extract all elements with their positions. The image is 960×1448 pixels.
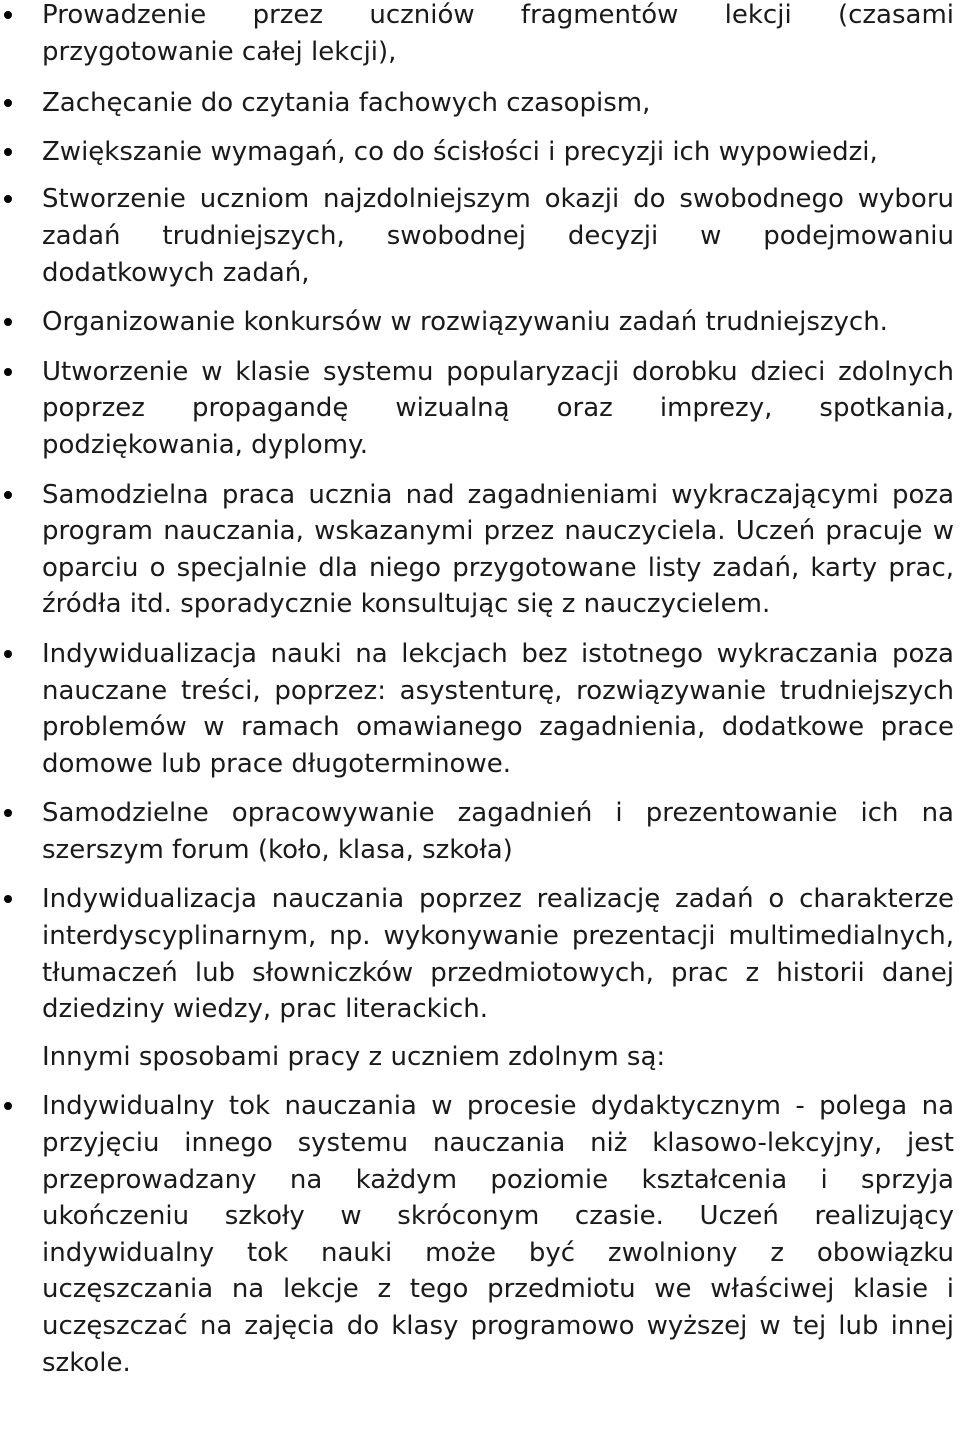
list-item-text: Indywidualizacja nauczania poprzez realizację zadań o charakterze interdyscyplinarnym, np. wykonywanie prezentacji multimedialnych, tłumaczeń lub słowniczków przedmiotowych, prac z historii danej dziedziny wiedzy, prac literackich. xyxy=(42,884,954,1025)
bullet-icon xyxy=(4,368,12,376)
list-item xyxy=(42,881,954,1027)
list-item xyxy=(42,795,954,868)
bullet-icon xyxy=(4,650,12,658)
bullet-icon xyxy=(4,195,12,203)
list-item-text: Organizowanie konkursów w rozwiązywaniu zadań trudniejszych. xyxy=(42,307,888,338)
bullet-icon xyxy=(4,809,12,817)
list-item-text: Samodzielna praca ucznia nad zagadnieniami wykraczającymi poza program nauczania, wskazanymi przez nauczyciela. Uczeń pracuje w oparciu o specjalnie dla niego przygotowane listy zadań, karty prac, źródła itd. sporadycznie konsultując się z nauczycielem. xyxy=(42,479,954,620)
list-item-text: Indywidualny tok nauczania w procesie dydaktycznym - polega na przyjęciu innego systemu nauczania niż klasowo-lekcyjny, jest przeprowadzany na każdym poziomie kształcenia i sprzyja ukończeniu szkoły w skróconym czasie. Uczeń realizujący indywidualny tok nauki może być zwolniony z obowiązku uczęszczania na lekcje z tego przedmiotu we właściwej klasie i uczęszczać na zajęcia do klasy programowo wyższej w tej lub innej szkole. xyxy=(42,1091,954,1378)
list-item-text: Indywidualizacja nauki na lekcjach bez istotnego wykraczania poza nauczane treści, poprzez: asystenturę, rozwiązywanie trudniejszych problemów w ramach omawianego zagadnienia, dodatkowe prace domowe lub prace długoterminowe. xyxy=(42,638,954,779)
list-item xyxy=(42,134,954,171)
bullet-icon xyxy=(4,148,12,156)
bullet-icon xyxy=(4,99,12,107)
list-item-text: Utworzenie w klasie systemu popularyzacji dorobku dzieci zdolnych poprzez propagandę wizualną oraz imprezy, spotkania, podziękowania, dyplomy. xyxy=(42,356,954,460)
list-item-text: Zachęcanie do czytania fachowych czasopism, xyxy=(42,88,651,119)
list-item-text: Zwiększanie wymagań, co do ścisłości i precyzji ich wypowiedzi, xyxy=(42,136,878,167)
list-item xyxy=(42,304,954,341)
bullet-icon xyxy=(4,491,12,499)
bullet-icon xyxy=(4,11,12,19)
paragraph-intro: Innymi sposobami pracy z uczniem zdolnym są: xyxy=(42,1041,666,1072)
list-item xyxy=(42,181,954,291)
bullet-icon xyxy=(4,895,12,903)
list-item xyxy=(42,354,954,464)
list-item xyxy=(42,477,954,623)
list-item-text: Stworzenie uczniom najzdolniejszym okazji do swobodnego wyboru zadań trudniejszych, swobodnej decyzji w podejmowaniu dodatkowych zadań, xyxy=(42,184,954,288)
list-item xyxy=(42,636,954,782)
list-item xyxy=(42,1088,954,1381)
bullet-icon xyxy=(4,1102,12,1110)
list-item xyxy=(42,0,954,70)
list-item-text: Prowadzenie przez uczniów fragmentów lekcji (czasami przygotowanie całej lekcji), xyxy=(42,0,954,67)
list-item xyxy=(42,85,954,122)
list-item-text: Samodzielne opracowywanie zagadnień i prezentowanie ich na szerszym forum (koło, klasa, szkoła) xyxy=(42,798,954,865)
bullet-icon xyxy=(4,318,12,326)
